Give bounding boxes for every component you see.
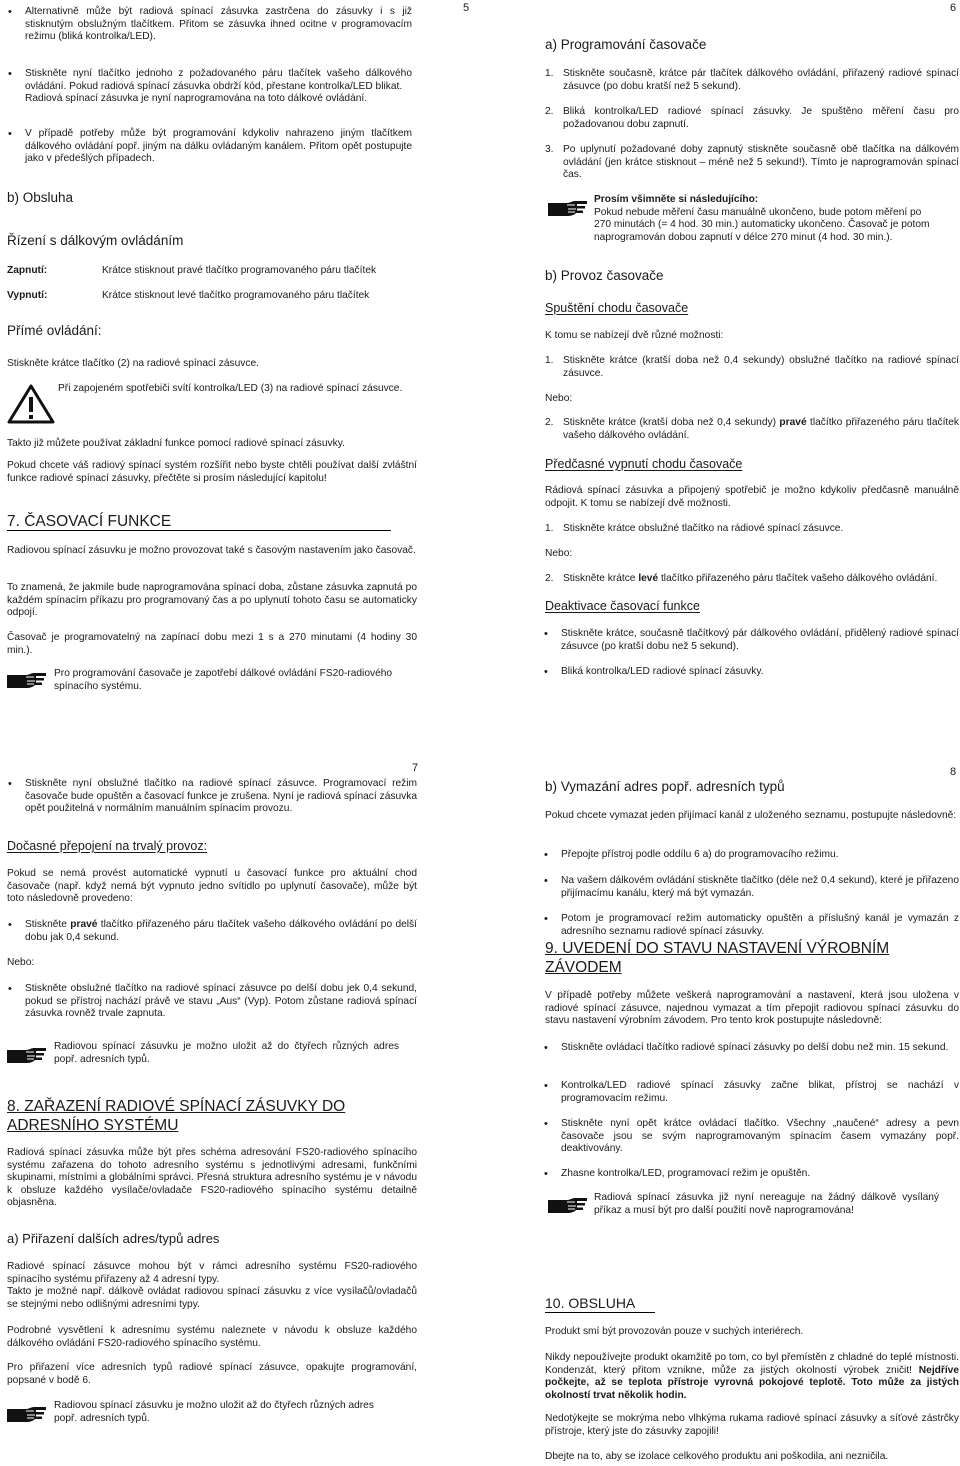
paragraph-pokud-chcete: Pokud chcete váš radiový spínací systém rozšířit nebo byste chtěli používat další zvláštní funkce radiové spínací zásuvky, přečtěte si prosím následující kapitolu! xyxy=(7,460,417,484)
step-1: 1. Stiskněte současně, krátce pár tlačítek dálkového ovládání, přiřazený radiové spínací zásuvce (po dobu kratší než 5 sekund). xyxy=(545,68,959,92)
paragraph-k-tomu: K tomu se nabízejí dvě různé možnosti: xyxy=(545,330,724,341)
deactivate-bullet-2: • Bliká kontrolka/LED radiové spínací zásuvky. xyxy=(543,666,959,679)
page-number: 7 xyxy=(412,762,419,774)
bullet-potom: • Potom je programovací režim automaticky opuštěn a příslušný kanál je vymazán z adresního seznamu radiové spínací zásuvky. xyxy=(543,913,959,938)
nebo-2: Nebo: xyxy=(545,548,573,559)
heading-uvedeni-line-2: ZÁVODEM xyxy=(545,959,622,976)
note-text: Pokud nebude měření času manuálně ukončeno, bude potom měření po 270 minutách (= 4 hod. 30 min.) automaticky ukončeno. Časovač je potom naprogramován dobou zapnutí v délce 270 minut (4 hod. 30 min.). xyxy=(594,206,930,243)
bullet-prepojte: • Přepojte přístroj podle oddílu 6 a) do programovacího režimu. xyxy=(543,849,959,862)
vypnuti-label: Vypnutí: xyxy=(7,290,48,301)
bullet-alternativne: • Alternativně může být radiová spínací zásuvka zastrčena do zásuvky i s již stisknutým obslužným tlačítkem. Přitom se zásuvka ihned ocitne v programovacím režimu (bliká kontrolka/LED). xyxy=(7,6,412,44)
paragraph-pokud: Pokud chcete vymazat jeden přijímací kanál z uloženého seznamu, postupujte následovně: xyxy=(545,810,957,821)
note-block xyxy=(594,194,939,244)
paragraph-podrobne: Podrobné vysvětlení k adresnímu systému naleznete v návodu k obsluze každého dálkového ovládání FS20-radiového spínacího systému. xyxy=(7,1325,417,1349)
paragraph-to-znamena: To znamená, že jakmile bude naprogramována spínací doba, zůstane zásuvka zapnutá po každém spínacím příkazu pro programovaný čas a po uplynutí tohoto času se automaticky odpojí. xyxy=(7,582,417,619)
stop-step-2-emphasis: levé xyxy=(638,573,659,584)
start-step-2-text-b: tlačítko přiřazeného páru tlačítek vašeho dálkového ovládání. xyxy=(563,417,959,441)
paragraph-pokud: Pokud se nemá provést automatické vypnutí u časovací funkce pro aktuální chod časovače (např. když nemá být vypnuto jedno svítidlo po uplynutí časovače), může být toto následovně provedeno: xyxy=(7,868,417,905)
paragraph-nikdy xyxy=(545,1352,959,1402)
paragraph-nikdy-bold: Nejdříve počkejte, až se teplota přístroje vyrovná pokojové teplotě. Toto může za jistých okolností trvat několik hodin. xyxy=(545,1364,959,1401)
page-5 xyxy=(0,0,480,733)
paragraph-radiova: Rádiová spínací zásuvka a připojený spotřebič je možno kdykoliv předčasně manuálně odpojit. K tomu se nabízejí dvě možnosti. xyxy=(545,485,959,509)
start-step-1-text: Stiskněte krátce (kratší doba než 0,4 sekundy) obslužné tlačítko na radiové spínací zásuvce. xyxy=(563,355,959,379)
paragraph-nedotykejte: Nedotýkejte se mokrýma nebo vlhkýma rukama radiové spínací zásuvky a síťové zástrčky přístroje, který jste do zásuvky zapojili! xyxy=(545,1413,959,1437)
page-7 xyxy=(0,733,480,1466)
start-step-2-text-a: Stiskněte krátce (kratší doba než 0,4 sekundy) xyxy=(563,417,780,428)
prime-ovladani-text: Stiskněte krátce tlačítko (2) na radiové spínací zásuvce. xyxy=(7,358,259,369)
stop-step-2-text-a: Stiskněte krátce xyxy=(563,573,639,584)
step-1-text: Stiskněte současně, krátce pár tlačítek dálkového ovládání, přiřazený radiové spínací zásuvce (po dobu kratší než 5 sekund). xyxy=(563,68,959,92)
heading-deaktivace: Deaktivace časovací funkce xyxy=(545,599,700,613)
bullet-prave-text-a: Stiskněte xyxy=(25,919,71,930)
heading-predcasne: Předčasné vypnutí chodu časovače xyxy=(545,457,743,471)
page-number: 6 xyxy=(950,2,957,14)
page-6 xyxy=(480,0,960,733)
start-step-1: 1. Stiskněte krátce (kratší doba než 0,4 sekundy) obslužné tlačítko na radiové spínací zásuvce. xyxy=(545,355,959,379)
step-3: 3. Po uplynutí požadované doby zapnutý stiskněte současně obě tlačítka na dálkovém ovládání (jen krátce stisknout – méně než 5 sekund!). Tímto je naprogramován spínací čas. xyxy=(545,144,959,181)
note-text: Pro programování časovače je zapotřebí dálkové ovládání FS20-radiového spínacího systému. xyxy=(54,668,393,692)
paragraph-pro: Pro přiřazení více adresních typů radiové spínací zásuvce, opakujte programování, popsané v bodě 6. xyxy=(7,1362,417,1386)
heading-casovaci-funkce: 7. ČASOVACÍ FUNKCE xyxy=(7,513,172,530)
bullet-prave-emphasis: pravé xyxy=(70,919,98,930)
pointing-hand-icon xyxy=(547,198,589,218)
pointing-hand-icon xyxy=(6,670,48,690)
stop-step-2: 2. Stiskněte krátce levé tlačítko přiřazeného páru tlačítek vašeho dálkového ovládání. xyxy=(545,573,938,584)
bullet-na-vasem: • Na vašem dálkovém ovládání stiskněte tlačítko (déle než 0,4 sekund), které je přiřazeno přijímacímu kanálu, který má být vymazán. xyxy=(543,875,959,900)
paragraph-radiova: Radiová spínací zásuvka může být přes schéma adresování FS20-radiového spínacího systému zařazena do tohoto adresního systému s jednotlivými adresami, funkčními skupinami, místními a globálními správci. Přesná struktura adresního systému je v návodu k obsluze každého vysílače/ovladače FS20-radiového spínacího systému detailně objasněna. xyxy=(7,1147,417,1209)
heading-zarazeni-line-1: 8. ZAŘAZENÍ RADIOVÉ SPÍNACÍ ZÁSUVKY DO xyxy=(7,1098,346,1115)
pointing-hand-icon xyxy=(6,1404,48,1424)
reset-bullet-2: • Kontrolka/LED radiové spínací zásuvky začne blikat, přístroj se nachází v programovacím režimu. xyxy=(543,1080,959,1105)
bullet-prave-text-b: tlačítko přiřazeného páru tlačítek vašeho dálkového ovládání po delší dobu jak 0,4 sekund. xyxy=(25,919,417,943)
paragraph-nikdy-text: Nikdy nepoužívejte produkt okamžitě po tom, co byl přemístěn z chladné do teplé místnosti. Kondenzát, který přitom vznikne, může za jistých okolností výrobek zničit! xyxy=(545,1352,959,1376)
paragraph-casovac: Časovač je programovatelný na zapínací dobu mezi 1 s a 270 minutami (4 hodiny 30 min.). xyxy=(7,632,417,656)
stop-step-1: 1. Stiskněte krátce obslužné tlačítko na rádiové spínací zásuvce. xyxy=(545,523,844,534)
start-step-2-emphasis: pravé xyxy=(779,417,807,428)
pointing-hand-icon xyxy=(6,1045,48,1065)
bullet-stisknete-tail: Radiová spínací zásuvka je nyní naprogramována na toto dálkové ovládání. xyxy=(25,93,368,105)
heading-programovani: a) Programování časovače xyxy=(545,37,707,52)
note-text: Radiovou spínací zásuvku je možno uložit až do čtyřech různých adres popř. adresních typů. xyxy=(54,1041,399,1065)
heading-zarazeni xyxy=(7,1097,427,1135)
page-8 xyxy=(480,733,960,1466)
reset-bullet-4: • Zhasne kontrolka/LED, programovací režim je opuštěn. xyxy=(543,1168,959,1181)
stop-step-1-text: Stiskněte krátce obslužné tlačítko na rádiové spínací zásuvce. xyxy=(563,523,844,534)
paragraph-radiovou: Radiovou spínací zásuvku je možno provozovat také s časovým nastavením jako časovač. xyxy=(7,545,416,556)
step-3-text: Po uplynutí požadované doby zapnutý stiskněte současně obě tlačítka na dálkovém ovládání (jen krátce stisknout – méně než 5 sekund!). Tímto je naprogramován spínací čas. xyxy=(563,144,959,181)
heading-rule xyxy=(7,530,391,531)
bullet-stisknete xyxy=(7,68,412,106)
heading-prirazeni: a) Přiřazení dalších adres/typů adres xyxy=(7,1231,220,1246)
page-number: 8 xyxy=(950,766,957,778)
paragraph-dbejte: Dbejte na to, aby se izolace celkového produktu ani poškodila, ani nezničila. xyxy=(545,1451,889,1462)
heading-spusteni: Spuštění chodu časovače xyxy=(545,301,689,315)
bullet-prave xyxy=(7,919,417,944)
step-2: 2. Bliká kontrolka/LED radiové spínací zásuvky. Je spuštěno měření času pro požadovanou dobu zapnutí. xyxy=(545,106,959,130)
heading-docasne: Dočasné přepojení na trvalý provoz: xyxy=(7,839,208,853)
stop-step-2-text-b: tlačítko přiřazeného páru tlačítek vašeho dálkového ovládání. xyxy=(658,573,938,584)
note-text-adresy: Radiovou spínací zásuvku je možno uložit až do čtyřech různých adres popř. adresních typů. xyxy=(54,1400,374,1424)
heading-zarazeni-line-2: ADRESNÍHO SYSTÉMU xyxy=(7,1117,179,1134)
paragraph-takto: Takto je možné např. dálkově ovládat radiovou spínací zásuvku z více vysílačů/ovladačů se stejnými nebo odlišnými adresními typy. xyxy=(7,1286,417,1310)
note-text: Radiová spínací zásuvka již nyní nereaguje na žádný dálkově vysílaný příkaz a musí být pro další použití nově naprogramována! xyxy=(594,1192,939,1216)
warning-triangle-icon xyxy=(7,384,55,424)
bullet-obsluzne: • Stiskněte obslužné tlačítko na radiové spínací zásuvce po delší dobu jek 0,4 sekund, pokud se přístroj nachází právě ve stavu „Aus“ (Vyp). Potom zůstane radiová spínací zásuvka rovněž trvale zapnuta. xyxy=(7,983,417,1021)
nebo: Nebo: xyxy=(7,957,35,968)
zapnuti-text: Krátce stisknout pravé tlačítko programovaného páru tlačítek xyxy=(102,265,377,276)
bullet-stisknete-nyni: • Stiskněte nyní obslužné tlačítko na radiové spínací zásuvce. Programovací režim časovače bude opuštěn a časovací funkce je zrušena. Nyní je radiová spínací zásuvka opět použitelná v normálním manuálním spínacím provozu. xyxy=(7,778,417,816)
reset-bullet-1: • Stiskněte ovládací tlačítko radiové spínací zásuvky po delší dobu než min. 15 sekund. xyxy=(543,1042,959,1055)
paragraph-produkt: Produkt smí být provozován pouze v suchých interiérech. xyxy=(545,1326,804,1337)
heading-rule xyxy=(545,1312,655,1313)
paragraph-radiove: Radiové spínací zásuvce mohou být v rámci adresního systému FS20-radiového spínacího systému přiřazeny až 4 adresní typy. xyxy=(7,1261,417,1285)
start-step-2: 2. Stiskněte krátce (kratší doba než 0,4 sekundy) pravé tlačítko přiřazeného páru tlačítek vašeho dálkového ovládání. xyxy=(545,417,959,441)
step-2-text: Bliká kontrolka/LED radiové spínací zásuvky. Je spuštěno měření času pro požadovanou dobu zapnutí. xyxy=(563,106,959,130)
warning-text: Při zapojeném spotřebiči svítí kontrolka/LED (3) na radiové spínací zásuvce. xyxy=(58,383,403,394)
deactivate-bullet-1: • Stiskněte krátce, současně tlačítkový pár dálkového ovládání, přidělený radiové spínací zásuvce (po kratší dobu než 5 sekund). xyxy=(543,628,959,653)
nebo-1: Nebo: xyxy=(545,393,573,404)
page-number: 5 xyxy=(463,2,470,14)
zapnuti-label: Zapnutí: xyxy=(7,265,48,276)
heading-rizeni: Řízení s dálkovým ovládáním xyxy=(7,233,184,248)
heading-uvedeni-line-1: 9. UVEDENÍ DO STAVU NASTAVENÍ VÝROBNÍM xyxy=(545,940,890,957)
heading-obsluha: 10. OBSLUHA xyxy=(545,1295,636,1311)
bullet-v-pripade: • V případě potřeby může být programování kdykoliv nahrazeno jiným tlačítkem dálkového ovládání popř. jiným na dálku ovládaným kanálem. Přitom opět postupujte jako v předešlých případech. xyxy=(7,128,412,166)
heading-obsluha: b) Obsluha xyxy=(7,190,74,205)
pointing-hand-icon xyxy=(547,1195,589,1215)
paragraph-takto: Takto již můžete používat základní funkce pomocí radiové spínací zásuvky. xyxy=(7,438,345,449)
vypnuti-text: Krátce stisknout levé tlačítko programovaného páru tlačítek xyxy=(102,290,370,301)
reset-bullet-3: • Stiskněte nyní opět krátce ovládací tlačítko. Všechny „naučené“ adresy a pevn časovače jsou se svým naprogramovaným spínacím časem vymazány popř. deaktivovány. xyxy=(543,1118,959,1156)
bullet-stisknete-text: Stiskněte nyní tlačítko jednoho z požadovaného páru tlačítek vašeho dálkového ovládání. Pokud radiová spínací zásuvka obdrží kód, přestane kontrolka/LED blikat. xyxy=(25,68,412,92)
paragraph-v-pripade: V případě potřeby můžete veškerá naprogramování a nastavení, která jsou uložena v radiové spínací zásuvce, najednou vymazat a tím přepojit radiovou spínací zásuvku do stavu nastavení výrobním závodem. Pro tento krok postupujte následovně: xyxy=(545,990,959,1027)
heading-prime-ovladani: Přímé ovládání: xyxy=(7,323,102,338)
heading-uvedeni xyxy=(545,939,959,977)
heading-vymazani: b) Vymazání adres popř. adresních typů xyxy=(545,779,785,794)
heading-provoz: b) Provoz časovače xyxy=(545,268,664,283)
note-title: Prosím všimněte si následujícího: xyxy=(594,194,759,205)
